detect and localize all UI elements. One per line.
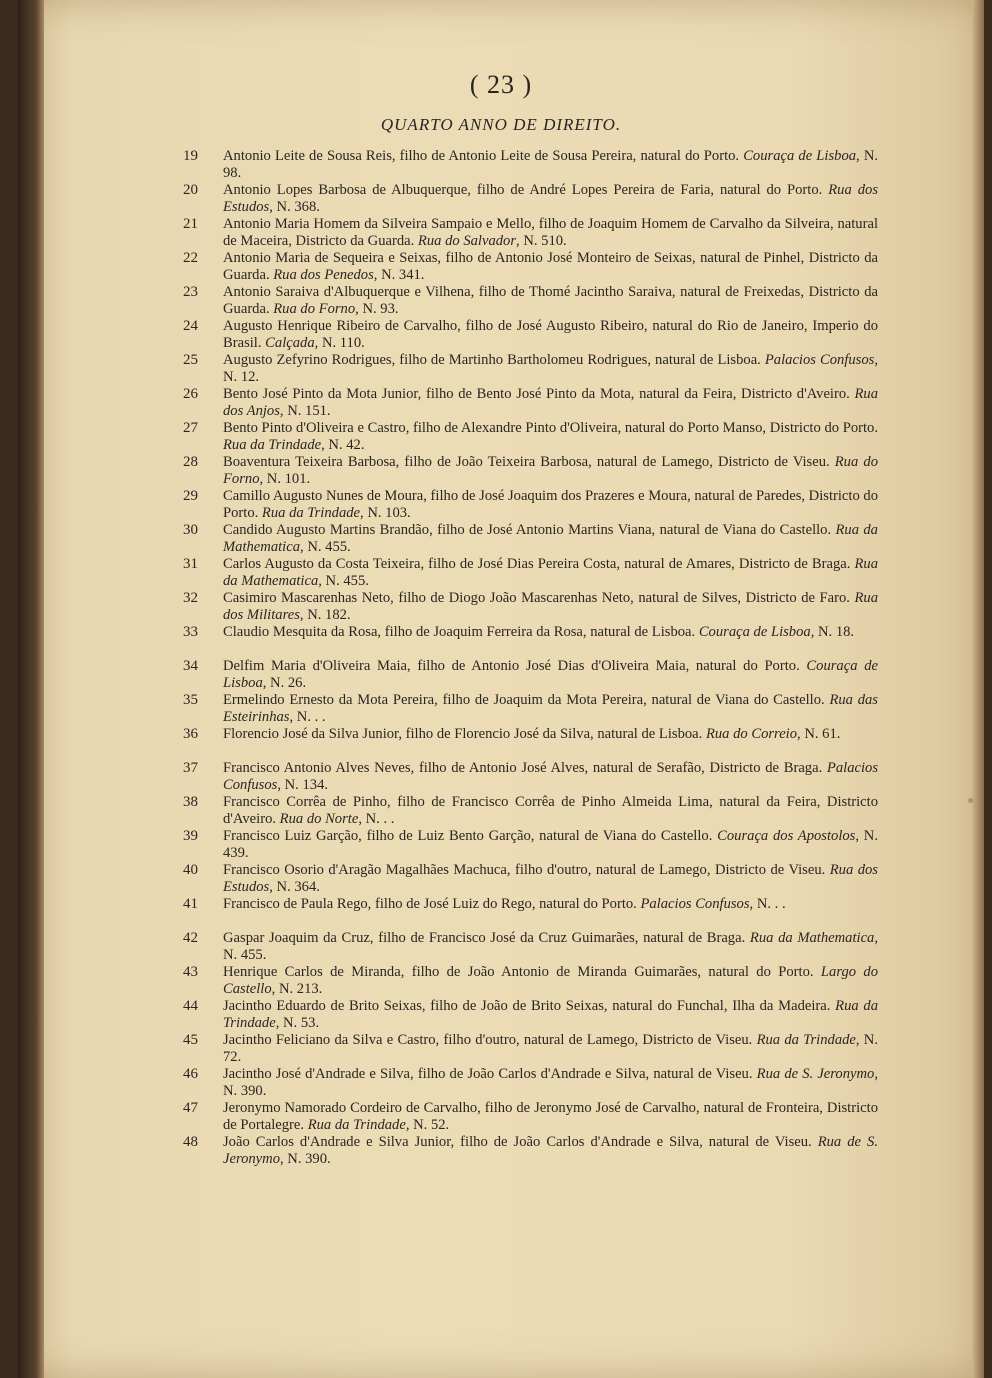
entry-description: Gaspar Joaquim da Cruz, filho de Francisco José da Cruz Guimarães, natural de Braga.: [223, 930, 750, 946]
entry-street: Couraça de Lisboa: [698, 624, 811, 640]
list-item: [183, 726, 883, 760]
entry-number: 39: [183, 828, 198, 844]
list-item: [183, 420, 883, 454]
entry-street: Rua da Trindade: [261, 505, 361, 521]
entry-text: [223, 420, 878, 454]
entry-number: 20: [183, 182, 198, 198]
entry-street: Rua do Forno: [223, 454, 878, 487]
list-item: [183, 488, 883, 522]
entry-text: [223, 216, 878, 250]
entry-text: [223, 794, 878, 828]
entry-street: Rua do Forno: [273, 301, 356, 317]
entry-street: Rua da Mathematica: [749, 930, 875, 946]
entry-number: 41: [183, 896, 198, 912]
list-item: [183, 522, 883, 556]
entry-description: Boaventura Teixeira Barbosa, filho de João Teixeira Barbosa, natural de Lamego, Districto de Viseu.: [223, 454, 835, 470]
entry-house-number: , N. 12.: [223, 352, 878, 385]
page-edge: [972, 0, 984, 1378]
entry-house-number: , N. 110.: [314, 335, 365, 351]
entry-number: 19: [183, 148, 198, 164]
entry-description: Carlos Augusto da Costa Teixeira, filho de José Dias Pereira Costa, natural de Amares, Districto de Braga.: [223, 556, 855, 572]
entry-number: 23: [183, 284, 198, 300]
entry-street: Largo do Castello: [223, 964, 879, 997]
entry-number: 34: [183, 658, 198, 674]
entry-street: Calçada: [265, 335, 315, 351]
entry-text: [223, 182, 878, 216]
entry-number: 22: [183, 250, 198, 266]
student-list: [183, 148, 883, 1168]
entry-text: [223, 488, 878, 522]
entry-description: Augusto Henrique Ribeiro de Carvalho, filho de José Augusto Ribeiro, natural do Rio de Janeiro, Imperio do Brasil.: [223, 318, 878, 351]
entry-number: 25: [183, 352, 198, 368]
entry-description: Antonio Maria Homem da Silveira Sampaio e Mello, filho de Joaquim Homem de Carvalho da Silveira, natural de Maceira, Districto da Guarda.: [223, 216, 878, 249]
entry-number: 31: [183, 556, 198, 572]
entry-number: 28: [183, 454, 198, 470]
entry-text: [223, 352, 878, 386]
entry-text: [223, 590, 878, 624]
list-item: [183, 1100, 883, 1134]
entry-description: Antonio Leite de Sousa Reis, filho de Antonio Leite de Sousa Pereira, natural do Porto.: [223, 148, 744, 164]
entry-house-number: , N. 101.: [259, 471, 311, 487]
entry-number: 29: [183, 488, 198, 504]
page-number: ( 23 ): [469, 70, 533, 99]
entry-house-number: , N. 52.: [405, 1117, 450, 1133]
entry-street: Palacios Confusos: [223, 760, 878, 793]
entry-house-number: , N. 213.: [271, 981, 323, 997]
entry-description: Bento Pinto d'Oliveira e Castro, filho de Alexandre Pinto d'Oliveira, natural do Porto Manso, Districto do Porto.: [223, 420, 878, 436]
entry-description: Delfim Maria d'Oliveira Maia, filho de Antonio José Dias d'Oliveira Maia, natural do Porto.: [223, 658, 807, 674]
entry-text: [223, 250, 878, 284]
list-item: [183, 760, 883, 794]
entry-description: Jacintho Feliciano da Silva e Castro, filho d'outro, natural de Lamego, Districto de Viseu.: [223, 1032, 757, 1048]
entry-text: [223, 284, 878, 318]
entry-description: Antonio Maria de Sequeira e Seixas, filho de Antonio José Monteiro de Seixas, natural de Pinhel, Districto da Guarda.: [223, 250, 878, 283]
entry-number: 35: [183, 692, 198, 708]
document-page: [18, 0, 984, 1378]
entry-street: Rua dos Estudos: [223, 182, 879, 215]
entry-street: Rua do Norte: [279, 811, 359, 827]
entry-number: 24: [183, 318, 198, 334]
entry-text: [223, 964, 878, 998]
list-item: [183, 284, 883, 318]
entry-number: 47: [183, 1100, 198, 1116]
entry-house-number: , N. 510.: [516, 233, 567, 249]
entry-street: Couraça de Lisboa: [743, 148, 857, 164]
entry-house-number: , N. 455.: [318, 573, 369, 589]
entry-house-number: , N. . .: [358, 811, 395, 827]
entry-house-number: , N. 93.: [355, 301, 399, 317]
entry-house-number: , N. . .: [749, 896, 786, 912]
entry-description: João Carlos d'Andrade e Silva Junior, filho de João Carlos d'Andrade e Silva, natural de Viseu.: [223, 1134, 818, 1150]
entry-street: Rua do Salvador: [417, 233, 517, 249]
list-item: [183, 1032, 883, 1066]
entry-street: Rua da Trindade: [756, 1032, 856, 1048]
entry-house-number: , N. 455.: [223, 930, 878, 963]
entry-description: Francisco de Paula Rego, filho de José Luiz do Rego, natural do Porto.: [223, 896, 641, 912]
entry-description: Bento José Pinto da Mota Junior, filho de Bento José Pinto da Mota, natural da Feira, Districto d'Aveiro.: [223, 386, 855, 402]
entry-description: Antonio Lopes Barbosa de Albuquerque, filho de André Lopes Pereira de Faria, natural do Porto.: [223, 182, 829, 198]
list-item: [183, 828, 883, 862]
entry-street: Rua de S. Jeronymo: [756, 1066, 875, 1082]
entry-description: Claudio Mesquita da Rosa, filho de Joaquim Ferreira da Rosa, natural de Lisboa.: [223, 624, 699, 640]
list-item: [183, 896, 883, 930]
entry-house-number: , N. 72.: [223, 1032, 878, 1065]
entry-text: [223, 454, 878, 488]
entry-number: 42: [183, 930, 198, 946]
entry-text: [223, 658, 878, 692]
entry-house-number: , N. 182.: [299, 607, 351, 623]
entry-street: Rua dos Penedos: [273, 267, 374, 283]
entry-street: Couraça dos Apostolos: [717, 828, 856, 844]
entry-description: Francisco Antonio Alves Neves, filho de Antonio José Alves, natural de Serafão, Districto de Braga.: [223, 760, 827, 776]
entry-street: Rua da Trindade: [223, 437, 322, 453]
list-item: [183, 556, 883, 590]
entry-number: 30: [183, 522, 198, 538]
entry-description: Henrique Carlos de Miranda, filho de João Antonio de Miranda Guimarães, natural do Porto.: [223, 964, 821, 980]
entry-house-number: , N. 455.: [300, 539, 351, 555]
list-item: [183, 658, 883, 692]
entry-house-number: , N. 364.: [269, 879, 320, 895]
entry-number: 27: [183, 420, 198, 436]
section-title: QUARTO ANNO DE DIREITO.: [380, 115, 622, 134]
entry-number: 26: [183, 386, 198, 402]
paper-spot: [968, 798, 973, 803]
entry-street: Palacios Confusos: [640, 896, 750, 912]
list-item: [183, 998, 883, 1032]
entry-number: 40: [183, 862, 198, 878]
entry-house-number: , N. 53.: [275, 1015, 320, 1031]
entry-house-number: , N. 341.: [373, 267, 425, 283]
entry-text: [223, 998, 878, 1032]
entry-house-number: , N. 103.: [360, 505, 411, 521]
entry-description: Jacintho José d'Andrade e Silva, filho de João Carlos d'Andrade e Silva, natural de Viseu.: [223, 1066, 757, 1082]
book-binding: [18, 0, 44, 1378]
entry-description: Jeronymo Namorado Cordeiro de Carvalho, filho de Jeronymo José de Carvalho, natural de Fronteira, Districto de Portalegre.: [223, 1100, 878, 1133]
list-item: [183, 930, 883, 964]
entry-house-number: , N. . .: [289, 709, 326, 725]
list-item: [183, 318, 883, 352]
entry-house-number: , N. 390.: [223, 1066, 878, 1099]
entry-number: 38: [183, 794, 198, 810]
entry-street: Rua dos Militares: [223, 590, 878, 623]
entry-text: [223, 930, 878, 964]
entry-house-number: , N. 151.: [279, 403, 331, 419]
entry-description: Augusto Zefyrino Rodrigues, filho de Martinho Bartholomeu Rodrigues, natural de Lisboa.: [223, 352, 765, 368]
entry-description: Francisco Luiz Garção, filho de Luiz Bento Garção, natural de Viana do Castello.: [223, 828, 718, 844]
entry-text: [223, 862, 878, 896]
entry-number: 44: [183, 998, 198, 1014]
list-item: [183, 794, 883, 828]
entry-text: [223, 624, 878, 641]
entry-house-number: , N. 439.: [223, 828, 878, 861]
entry-text: [223, 556, 878, 590]
list-item: [183, 1066, 883, 1100]
list-item: [183, 624, 883, 658]
entry-house-number: , N. 390.: [280, 1151, 331, 1167]
entry-text: [223, 318, 878, 352]
entry-house-number: , N. 18.: [810, 624, 855, 640]
entry-house-number: , N. 98.: [223, 148, 879, 181]
entry-street: Rua do Correio: [705, 726, 798, 742]
entry-house-number: , N. 26.: [262, 675, 307, 691]
list-item: [183, 250, 883, 284]
list-item: [183, 1134, 883, 1168]
entry-street: Rua da Mathematica: [223, 522, 878, 555]
entry-text: [223, 896, 878, 913]
entry-text: [223, 692, 878, 726]
entry-text: [223, 828, 878, 862]
list-item: [183, 386, 883, 420]
entry-number: 33: [183, 624, 198, 640]
entry-number: 43: [183, 964, 198, 980]
entry-number: 48: [183, 1134, 198, 1150]
entry-street: Rua das Esteirinhas: [223, 692, 878, 725]
entry-house-number: , N. 61.: [797, 726, 841, 742]
list-item: [183, 692, 883, 726]
entry-description: Francisco Corrêa de Pinho, filho de Francisco Corrêa de Pinho Almeida Lima, natural da Feira, Districto d'Aveiro.: [223, 794, 878, 827]
list-item: [183, 182, 883, 216]
list-item: [183, 148, 883, 182]
entry-house-number: , N. 368.: [269, 199, 320, 215]
entry-text: [223, 148, 878, 182]
entry-house-number: , N. 134.: [277, 777, 329, 793]
entry-street: Rua da Mathematica: [223, 556, 878, 589]
entry-street: Rua da Trindade: [223, 998, 878, 1031]
entry-street: Rua dos Estudos: [223, 862, 878, 895]
entry-number: 46: [183, 1066, 198, 1082]
list-item: [183, 352, 883, 386]
entry-number: 21: [183, 216, 198, 232]
entry-house-number: , N. 42.: [321, 437, 365, 453]
entry-number: 45: [183, 1032, 198, 1048]
entry-description: Camillo Augusto Nunes de Moura, filho de José Joaquim dos Prazeres e Moura, natural de Paredes, Districto do Porto.: [223, 488, 878, 521]
entry-text: [223, 760, 878, 794]
entry-street: Rua dos Anjos: [223, 386, 878, 419]
entry-street: Palacios Confusos: [764, 352, 875, 368]
entry-text: [223, 726, 878, 743]
list-item: [183, 862, 883, 896]
entry-description: Antonio Saraiva d'Albuquerque e Vilhena, filho de Thomé Jacintho Saraiva, natural de Freixedas, Districto da Guarda.: [223, 284, 878, 317]
entry-description: Florencio José da Silva Junior, filho de Florencio José da Silva, natural de Lisboa.: [223, 726, 706, 742]
list-item: [183, 964, 883, 998]
entry-description: Francisco Osorio d'Aragão Magalhães Machuca, filho d'outro, natural de Lamego, Districto de Viseu.: [223, 862, 830, 878]
entry-text: [223, 1066, 878, 1100]
entry-street: Rua da Trindade: [307, 1117, 406, 1133]
entry-number: 37: [183, 760, 198, 776]
entry-text: [223, 386, 878, 420]
entry-description: Casimiro Mascarenhas Neto, filho de Diogo João Mascarenhas Neto, natural de Silves, Districto de Faro.: [223, 590, 855, 606]
entry-description: Jacintho Eduardo de Brito Seixas, filho de João de Brito Seixas, natural do Funchal, Ilha da Madeira.: [223, 998, 836, 1014]
entry-text: [223, 522, 878, 556]
entry-description: Candido Augusto Martins Brandão, filho de José Antonio Martins Viana, natural de Viana do Castello.: [223, 522, 836, 538]
list-item: [183, 454, 883, 488]
entry-text: [223, 1100, 878, 1134]
entry-number: 36: [183, 726, 198, 742]
entry-street: Couraça de Lisboa: [223, 658, 878, 691]
entry-text: [223, 1134, 878, 1168]
entry-street: Rua de S. Jeronymo: [223, 1134, 878, 1167]
entry-description: Ermelindo Ernesto da Mota Pereira, filho de Joaquim da Mota Pereira, natural de Viana do Castello.: [223, 692, 830, 708]
entry-number: 32: [183, 590, 198, 606]
list-item: [183, 590, 883, 624]
entry-text: [223, 1032, 878, 1066]
list-item: [183, 216, 883, 250]
